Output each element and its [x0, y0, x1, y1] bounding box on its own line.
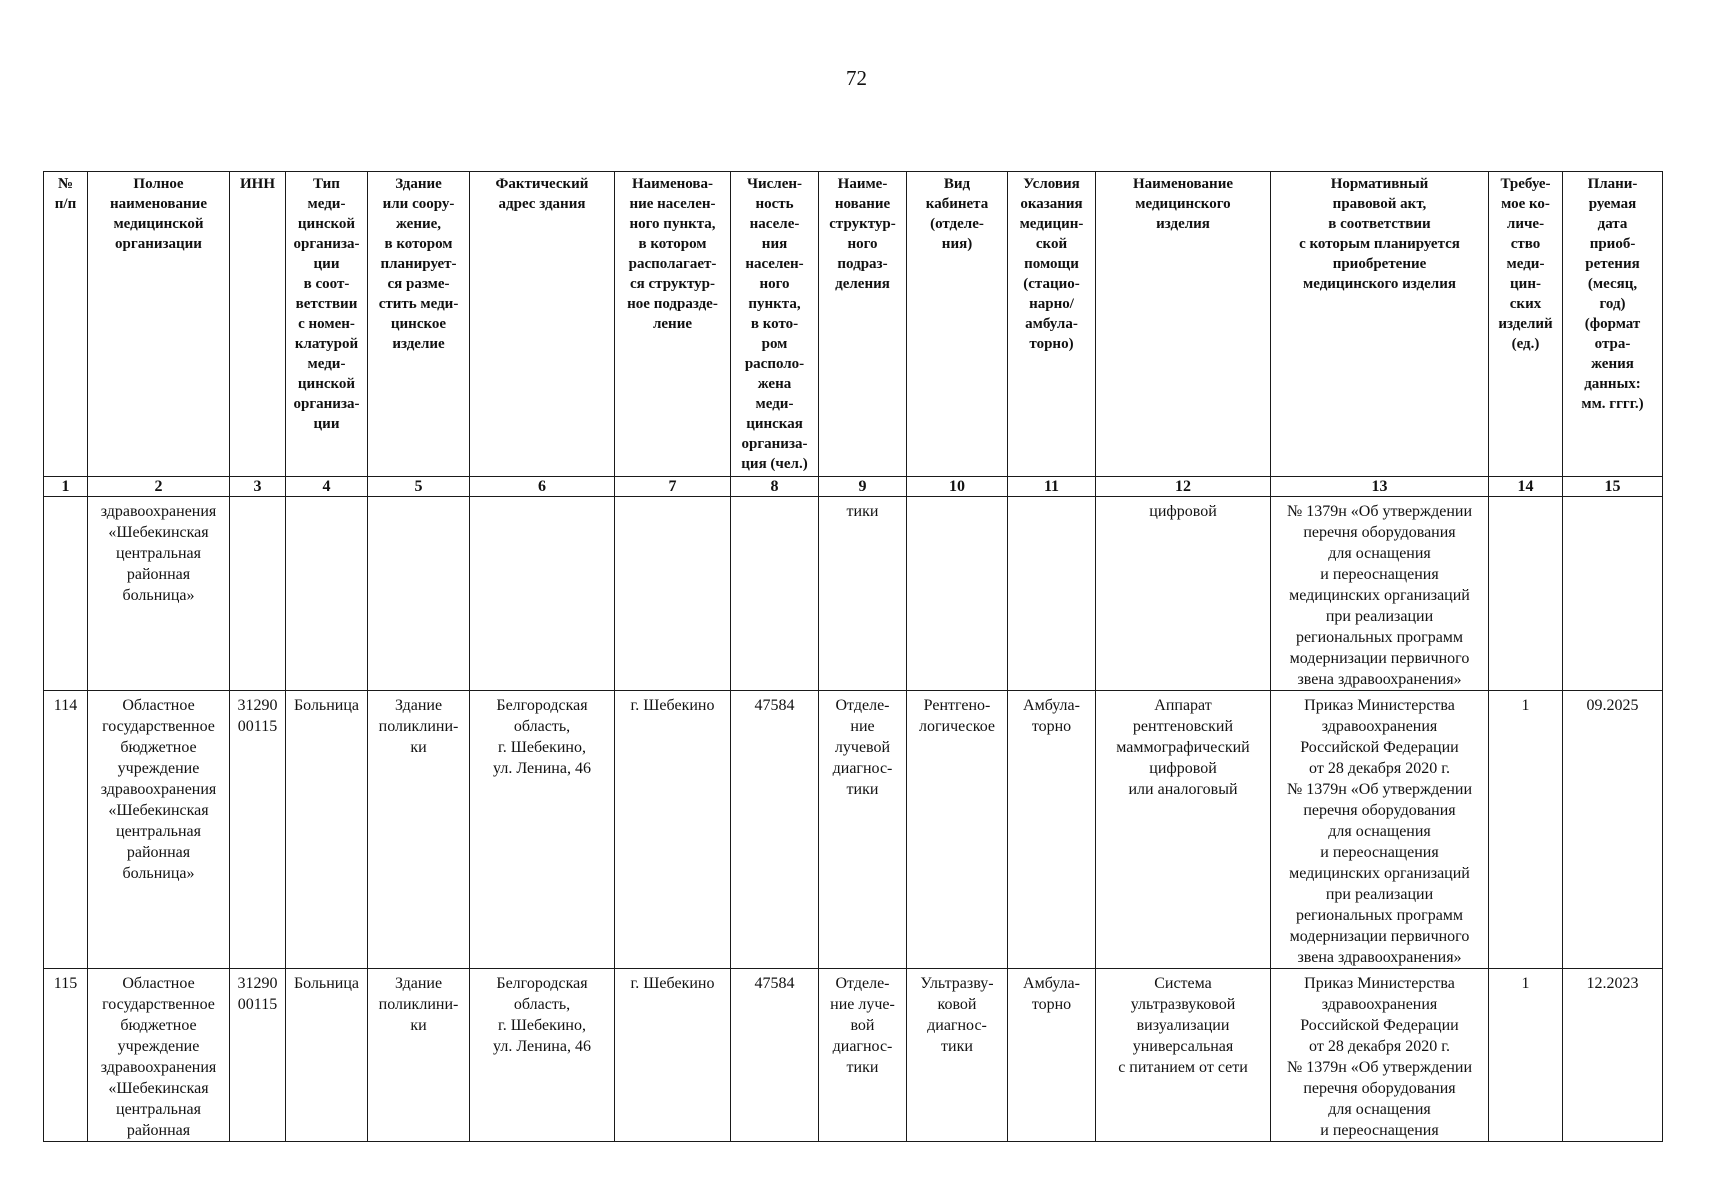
table-cell-line: бюджетное — [120, 739, 197, 756]
table-cell-col-12 — [1096, 497, 1271, 691]
table-cell-line: государственное — [102, 996, 215, 1013]
column-header-3 — [230, 172, 286, 477]
table-cell-col-15 — [1563, 969, 1663, 1142]
table-cell-line: центральная — [116, 823, 201, 840]
column-number-6: 6 — [470, 477, 615, 497]
column-header-line: (месяц, — [1587, 276, 1638, 292]
column-header-line: Вид — [943, 176, 971, 192]
table-cell-col-13 — [1271, 691, 1489, 969]
table-cell-line: Российской Федерации — [1300, 739, 1459, 756]
table-cell-line: 115 — [53, 975, 78, 992]
table-cell-line: при реализации — [1325, 886, 1434, 903]
table-cell-line: учреждение — [117, 1038, 200, 1055]
table-cell-line: и переоснащения — [1320, 566, 1439, 583]
table-cell-line: 12.2023 — [1586, 975, 1639, 992]
table-cell-line: тики — [941, 1038, 973, 1055]
header-row — [44, 172, 1663, 477]
table-cell-line: от 28 декабря 2020 г. — [1309, 1038, 1450, 1055]
column-header-line: правовой акт, — [1332, 196, 1427, 212]
table-cell-line: 31290 — [237, 975, 278, 992]
column-header-line: жения — [1591, 356, 1634, 372]
table-cell-line: с питанием от сети — [1118, 1059, 1248, 1076]
table-cell-col-14 — [1489, 691, 1563, 969]
column-numbers-row — [44, 477, 1663, 497]
column-header-line: цинской — [297, 216, 356, 232]
table-cell-line: больница» — [122, 865, 195, 882]
table-cell-line: г. Шебекино — [630, 975, 715, 992]
table-cell-line: визуализации — [1136, 1017, 1230, 1034]
table-cell-col-1 — [44, 497, 88, 691]
column-header-line: цинская — [746, 416, 803, 432]
table-row — [44, 691, 1663, 969]
column-header-line: планирует- — [380, 256, 457, 272]
table-cell-line: «Шебекинская — [108, 1080, 209, 1097]
column-header-line: Наименование — [1133, 176, 1233, 192]
table-cell-col-5 — [368, 497, 470, 691]
table-cell-line: Приказ Министерства — [1304, 975, 1455, 992]
column-header-line: ного — [847, 236, 878, 252]
column-header-line: ния — [761, 236, 788, 252]
table-row — [44, 497, 1663, 691]
column-header-line: адрес здания — [498, 196, 586, 212]
column-header-line: ИНН — [239, 176, 275, 192]
column-header-7 — [615, 172, 731, 477]
column-header-11 — [1008, 172, 1096, 477]
table-cell-col-9 — [819, 969, 907, 1142]
column-header-line: дата — [1597, 216, 1628, 232]
table-cell-line: перечня оборудования — [1303, 802, 1456, 819]
column-header-line: Плани- — [1587, 176, 1638, 192]
column-header-line: Нормативный — [1330, 176, 1429, 192]
column-header-line: жена — [757, 376, 792, 392]
column-number-2: 2 — [88, 477, 230, 497]
table-cell-line: № 1379н «Об утверждении — [1286, 503, 1473, 520]
table-cell-col-10 — [907, 497, 1008, 691]
column-header-line: пункта, — [748, 296, 801, 312]
column-header-line: медицин- — [1019, 216, 1084, 232]
table-cell-line: № 1379н «Об утверждении — [1286, 1059, 1473, 1076]
table-cell-line: № 1379н «Об утверждении — [1286, 781, 1473, 798]
table-cell-col-2 — [88, 969, 230, 1142]
column-header-line: Здание — [395, 176, 442, 192]
table-cell-line: ультразвуковой — [1130, 996, 1236, 1013]
table-cell-col-4 — [286, 497, 368, 691]
table-cell-line: при реализации — [1325, 608, 1434, 625]
column-header-8 — [731, 172, 819, 477]
column-number-8: 8 — [731, 477, 819, 497]
table-cell-line: для оснащения — [1328, 823, 1431, 840]
column-header-line: в соответствии — [1328, 216, 1431, 232]
column-header-line: амбула- — [1025, 316, 1078, 332]
column-number-14: 14 — [1489, 477, 1563, 497]
column-number-4: 4 — [286, 477, 368, 497]
table-cell-col-4 — [286, 969, 368, 1142]
table-cell-line: диагнос- — [832, 1038, 893, 1055]
column-header-2 — [88, 172, 230, 477]
column-number-1: 1 — [44, 477, 88, 497]
column-header-line: Требуе- — [1500, 176, 1551, 192]
table-cell-col-8 — [731, 691, 819, 969]
table-cell-col-8 — [731, 969, 819, 1142]
column-header-line: мм. гггг.) — [1581, 396, 1644, 412]
column-header-line: ции — [313, 256, 340, 272]
table-cell-line: модернизации первичного — [1289, 928, 1470, 945]
table-cell-line: ние луче- — [830, 996, 895, 1013]
column-header-line: в соот- — [303, 276, 350, 292]
column-header-line: данных: — [1584, 376, 1641, 392]
table-cell-line: центральная — [116, 545, 201, 562]
table-cell-line: для оснащения — [1328, 545, 1431, 562]
column-header-6 — [470, 172, 615, 477]
table-cell-col-1 — [44, 969, 88, 1142]
table-cell-col-15 — [1563, 691, 1663, 969]
table-cell-line: бюджетное — [120, 1017, 197, 1034]
column-header-line: меди- — [307, 196, 346, 212]
column-header-line: в котором — [384, 236, 453, 252]
column-header-line: № — [57, 176, 74, 192]
table-cell-line: ки — [410, 739, 427, 756]
column-header-14 — [1489, 172, 1563, 477]
table-cell-line: здравоохранения — [100, 1059, 217, 1076]
table-cell-col-7 — [615, 497, 731, 691]
table-cell-col-1 — [44, 691, 88, 969]
table-cell-col-7 — [615, 691, 731, 969]
column-header-line: ся разме- — [387, 276, 450, 292]
column-header-line: деления — [835, 276, 890, 292]
table-cell-line: от 28 декабря 2020 г. — [1309, 760, 1450, 777]
column-header-1 — [44, 172, 88, 477]
column-header-line: располо- — [744, 356, 805, 372]
column-header-line: медицинской — [113, 216, 204, 232]
table-cell-line: здравоохранения — [100, 781, 217, 798]
column-header-5 — [368, 172, 470, 477]
table-cell-line: торно — [1031, 996, 1072, 1013]
table-cell-col-10 — [907, 691, 1008, 969]
column-header-line: личе- — [1506, 216, 1545, 232]
column-header-line: медицинского изделия — [1303, 276, 1456, 292]
equipment-table — [43, 171, 1663, 1142]
table-cell-line: лучевой — [834, 739, 891, 756]
table-cell-line: поликлини- — [378, 718, 459, 735]
column-header-line: населе- — [749, 216, 800, 232]
page-number: 72 — [846, 66, 867, 90]
table-cell-line: маммографический — [1116, 739, 1250, 756]
column-header-line: изделий — [1498, 316, 1553, 332]
table-cell-line: тики — [846, 781, 879, 798]
table-cell-col-2 — [88, 691, 230, 969]
column-header-line: структур- — [829, 216, 896, 232]
table-cell-line: Белгородская — [496, 975, 588, 992]
table-cell-line: Областное — [122, 697, 195, 714]
table-cell-line: цифровой — [1149, 503, 1217, 520]
column-header-line: руемая — [1588, 196, 1637, 212]
column-header-line: торно) — [1029, 336, 1074, 352]
column-header-line: изделия — [1156, 216, 1210, 232]
table-cell-line: логическое — [918, 718, 995, 735]
table-cell-line: область, — [513, 718, 571, 735]
table-cell-line: звена здравоохранения» — [1297, 949, 1462, 966]
table-cell-line: и переоснащения — [1320, 844, 1439, 861]
column-number-10: 10 — [907, 477, 1008, 497]
table-cell-col-12 — [1096, 691, 1271, 969]
column-header-line: медицинского — [1135, 196, 1231, 212]
table-cell-col-5 — [368, 691, 470, 969]
table-cell-line: 47584 — [754, 697, 795, 714]
table-cell-col-11 — [1008, 497, 1096, 691]
column-header-line: организа- — [293, 396, 360, 412]
column-header-line: (ед.) — [1511, 336, 1540, 352]
column-header-line: стить меди- — [378, 296, 459, 312]
column-header-line: (формат — [1584, 316, 1641, 332]
column-header-line: меди- — [755, 396, 794, 412]
table-cell-line: ние — [850, 718, 875, 735]
table-cell-line: учреждение — [117, 760, 200, 777]
column-header-line: год) — [1599, 296, 1626, 312]
table-cell-line: Белгородская — [496, 697, 588, 714]
column-number-13: 13 — [1271, 477, 1489, 497]
column-header-line: п/п — [54, 196, 77, 212]
table-cell-line: рентгеновский — [1132, 718, 1234, 735]
table-cell-line: перечня оборудования — [1303, 1080, 1456, 1097]
table-cell-col-8 — [731, 497, 819, 691]
table-cell-col-10 — [907, 969, 1008, 1142]
table-cell-line: Российской Федерации — [1300, 1017, 1459, 1034]
column-header-line: помощи — [1024, 256, 1079, 272]
table-cell-line: 1 — [1521, 975, 1530, 992]
column-header-line: ром — [761, 336, 788, 352]
column-header-line: меди- — [1506, 256, 1545, 272]
table-cell-col-6 — [470, 969, 615, 1142]
table-cell-line: Приказ Министерства — [1304, 697, 1455, 714]
table-cell-col-11 — [1008, 691, 1096, 969]
column-header-line: Наиме- — [837, 176, 888, 192]
table-cell-line: 31290 — [237, 697, 278, 714]
table-cell-line: «Шебекинская — [108, 524, 209, 541]
column-header-line: ветствии — [295, 296, 358, 312]
table-cell-col-9 — [819, 691, 907, 969]
table-cell-line: региональных программ — [1295, 629, 1464, 646]
column-header-line: цин- — [1510, 276, 1541, 292]
table-cell-line: 00115 — [237, 996, 278, 1013]
table-cell-line: 114 — [53, 697, 78, 714]
column-header-9 — [819, 172, 907, 477]
column-header-line: Числен- — [746, 176, 803, 192]
column-header-line: ное подразде- — [627, 296, 718, 312]
table-cell-line: ул. Ленина, 46 — [493, 1038, 591, 1055]
table-cell-line: диагнос- — [927, 1017, 987, 1034]
table-cell-line: центральная — [116, 1101, 201, 1118]
column-header-line: приоб- — [1589, 236, 1636, 252]
table-cell-line: районная — [126, 1122, 191, 1139]
table-cell-line: Областное — [122, 975, 195, 992]
column-header-line: ской — [1035, 236, 1068, 252]
column-header-line: нарно/ — [1029, 296, 1074, 312]
table-cell-line: г. Шебекино, — [498, 1017, 586, 1034]
table-cell-line: районная — [126, 566, 191, 583]
table-cell-col-11 — [1008, 969, 1096, 1142]
table-cell-line: здравоохранения — [1321, 996, 1438, 1013]
column-header-line: приобретение — [1332, 256, 1427, 272]
table-cell-col-9 — [819, 497, 907, 691]
column-header-line: нование — [834, 196, 891, 212]
table-cell-line: 47584 — [754, 975, 795, 992]
column-number-3: 3 — [230, 477, 286, 497]
table-cell-line: 09.2025 — [1586, 697, 1639, 714]
column-header-line: кабинета — [925, 196, 989, 212]
table-cell-line: г. Шебекино, — [498, 739, 586, 756]
column-header-line: организа- — [741, 436, 808, 452]
column-header-line: с номен- — [298, 316, 355, 332]
table-cell-line: перечня оборудования — [1303, 524, 1456, 541]
column-header-line: ся структур- — [629, 276, 716, 292]
table-cell-line: Система — [1154, 975, 1212, 992]
column-header-line: ние населен- — [629, 196, 716, 212]
table-cell-line: Больница — [293, 975, 360, 992]
table-cell-line: тики — [846, 1059, 879, 1076]
column-header-line: ство — [1510, 236, 1541, 252]
table-cell-col-5 — [368, 969, 470, 1142]
table-cell-line: поликлини- — [378, 996, 459, 1013]
table-cell-line: цифровой — [1149, 760, 1217, 777]
table-cell-line: медицинских организаций — [1289, 865, 1470, 882]
column-number-9: 9 — [819, 477, 907, 497]
column-header-line: Наименова- — [631, 176, 714, 192]
table-cell-line: Рентгено- — [923, 697, 991, 714]
table-cell-line: торно — [1031, 718, 1072, 735]
table-cell-col-13 — [1271, 969, 1489, 1142]
column-header-line: цинское — [390, 316, 447, 332]
column-header-line: Условия — [1023, 176, 1080, 192]
column-header-line: в кото- — [750, 316, 799, 332]
column-header-line: клатурой — [294, 336, 359, 352]
column-header-line: (отделе- — [930, 216, 984, 232]
column-number-11: 11 — [1008, 477, 1096, 497]
column-header-12 — [1096, 172, 1271, 477]
column-number-15: 15 — [1563, 477, 1663, 497]
table-cell-line: модернизации первичного — [1289, 650, 1470, 667]
column-header-line: Полное — [133, 176, 184, 192]
table-cell-col-3 — [230, 497, 286, 691]
table-cell-line: универсальная — [1132, 1038, 1234, 1055]
table-cell-col-14 — [1489, 969, 1563, 1142]
table-cell-line: Аппарат — [1154, 697, 1212, 714]
column-header-line: мое ко- — [1501, 196, 1550, 212]
column-header-line: меди- — [307, 356, 346, 372]
table-cell-line: здравоохранения — [100, 503, 217, 520]
table-cell-line: звена здравоохранения» — [1297, 671, 1462, 688]
column-header-line: ских — [1509, 296, 1542, 312]
column-header-line: ния) — [941, 236, 973, 252]
table-cell-line: государственное — [102, 718, 215, 735]
table-cell-line: диагнос- — [832, 760, 893, 777]
table-cell-line: ковой — [937, 996, 977, 1013]
column-header-line: организа- — [293, 236, 360, 252]
table-cell-line: медицинских организаций — [1289, 587, 1470, 604]
table-cell-line: «Шебекинская — [108, 802, 209, 819]
table-cell-col-3 — [230, 691, 286, 969]
table-row — [44, 969, 1663, 1142]
column-number-5: 5 — [368, 477, 470, 497]
column-header-line: располагает- — [628, 256, 717, 272]
column-header-line: наименование — [110, 196, 207, 212]
table-cell-col-15 — [1563, 497, 1663, 691]
column-header-line: ция (чел.) — [741, 456, 808, 472]
column-number-7: 7 — [615, 477, 731, 497]
table-cell-line: вой — [850, 1017, 875, 1034]
table-cell-col-4 — [286, 691, 368, 969]
table-cell-line: больница» — [122, 587, 195, 604]
column-header-line: ление — [652, 316, 693, 332]
column-header-line: отра- — [1594, 336, 1631, 352]
column-number-12: 12 — [1096, 477, 1271, 497]
column-header-line: Фактический — [495, 176, 589, 192]
column-header-10 — [907, 172, 1008, 477]
table-cell-line: 1 — [1521, 697, 1530, 714]
column-header-line: цинской — [297, 376, 356, 392]
table-cell-line: районная — [126, 844, 191, 861]
column-header-line: оказания — [1020, 196, 1083, 212]
column-header-line: организации — [115, 236, 202, 252]
column-header-line: ного — [759, 276, 790, 292]
table-cell-line: ул. Ленина, 46 — [493, 760, 591, 777]
table-cell-line: Здание — [394, 697, 443, 714]
column-header-line: изделие — [392, 336, 445, 352]
table-cell-line: или аналоговый — [1128, 781, 1238, 798]
column-header-line: ции — [313, 416, 340, 432]
table-cell-line: Больница — [293, 697, 360, 714]
table-cell-col-3 — [230, 969, 286, 1142]
table-cell-line: региональных программ — [1295, 907, 1464, 924]
column-header-line: ность — [755, 196, 794, 212]
column-header-13 — [1271, 172, 1489, 477]
column-header-line: с которым планируется — [1299, 236, 1460, 252]
table-cell-line: Амбула- — [1023, 697, 1080, 714]
table-cell-line: здравоохранения — [1321, 718, 1438, 735]
table-cell-line: Отделе- — [835, 697, 890, 714]
table-cell-line: тики — [846, 503, 879, 520]
table-cell-col-6 — [470, 497, 615, 691]
column-header-line: Тип — [313, 176, 340, 192]
table-cell-line: Ультразву- — [920, 975, 994, 992]
table-cell-line: и переоснащения — [1320, 1122, 1439, 1139]
table-cell-line: ки — [410, 1017, 427, 1034]
table-cell-col-12 — [1096, 969, 1271, 1142]
column-header-line: подраз- — [837, 256, 888, 272]
table-cell-line: область, — [513, 996, 571, 1013]
column-header-line: жение, — [395, 216, 442, 232]
table-cell-col-7 — [615, 969, 731, 1142]
table-cell-line: г. Шебекино — [630, 697, 715, 714]
table-cell-line: для оснащения — [1328, 1101, 1431, 1118]
table-cell-col-14 — [1489, 497, 1563, 691]
table-cell-line: Амбула- — [1023, 975, 1080, 992]
table-cell-col-13 — [1271, 497, 1489, 691]
table-cell-line: 00115 — [237, 718, 278, 735]
table-cell-col-6 — [470, 691, 615, 969]
column-header-4 — [286, 172, 368, 477]
column-header-line: ретения — [1585, 256, 1640, 272]
table-cell-line: Здание — [394, 975, 443, 992]
column-header-line: (стацио- — [1023, 276, 1080, 292]
column-header-15 — [1563, 172, 1663, 477]
table-cell-line: Отделе- — [835, 975, 890, 992]
table-cell-col-2 — [88, 497, 230, 691]
column-header-line: ного пункта, — [629, 216, 716, 232]
column-header-line: в котором — [638, 236, 707, 252]
column-header-line: или соору- — [382, 196, 455, 212]
column-header-line: населен- — [745, 256, 804, 272]
